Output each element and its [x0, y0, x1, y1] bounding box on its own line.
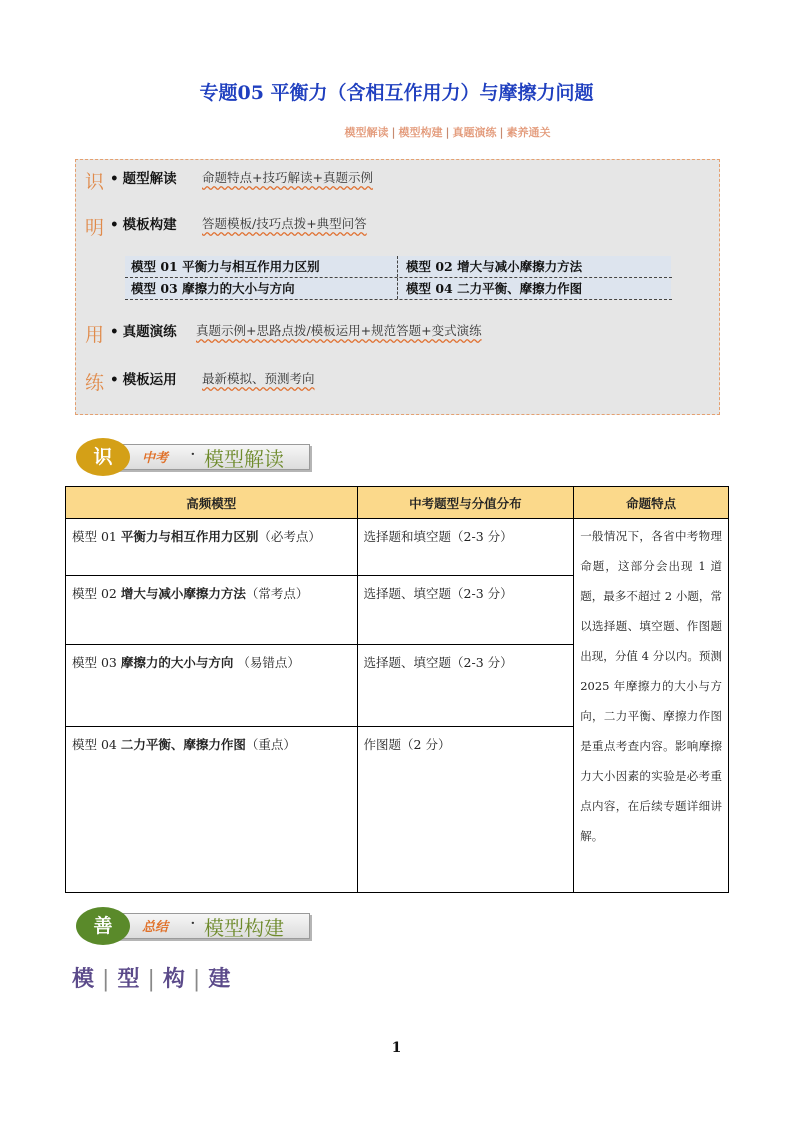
side-char-yong: 用 [85, 324, 105, 346]
heading-char: 建 [208, 966, 232, 992]
banner-tag: 中考 [142, 451, 169, 466]
model-grid-row [125, 278, 672, 300]
section-heading [72, 962, 231, 993]
model-note: （易错点） [233, 655, 300, 670]
banner-title: 模型解读 [204, 447, 284, 471]
model-note: （重点） [245, 737, 296, 752]
table-header: 中考题型与分值分布 [357, 487, 574, 519]
model-frequency-table [65, 486, 729, 893]
heading-separator: | [192, 967, 202, 992]
table-cell-feature: 一般情况下，各省中考物理命题，这部分会出现 1 道题，最多不超过 2 小题，常以选择题、填空题、作图题出现，分值 4 分以内。预测2025 年摩擦力的大小与方向，二力平衡、摩擦力作图是重点考查内容。影响摩擦力大小因素的实验是必考重点内容，在后续专题详细讲解。 [574, 519, 729, 893]
table-header-row [66, 487, 729, 519]
heading-char: 型 [117, 966, 141, 992]
banner-circle-icon: 善 [76, 907, 130, 945]
side-char-shi: 识 [85, 171, 105, 193]
model-cell: 模型 03 摩擦力的大小与方向 [125, 278, 398, 299]
model-name: 平衡力与相互作用力区别 [120, 529, 259, 544]
model-prefix: 模型 01 [72, 529, 121, 544]
table-header: 命题特点 [574, 487, 729, 519]
table-row [66, 519, 729, 576]
model-note: （必考点） [258, 529, 321, 544]
side-char-lian: 练 [85, 372, 105, 394]
nav-item-literacy[interactable]: 素养通关 [506, 126, 551, 139]
summary-item-2 [110, 213, 177, 233]
table-cell-model [66, 519, 358, 576]
table-cell-type: 选择题和填空题（2-3 分） [357, 519, 574, 576]
model-name: 二力平衡、摩擦力作图 [120, 737, 246, 752]
table-cell-type: 作图题（2 分） [357, 727, 574, 893]
side-char-ming: 明 [85, 217, 105, 239]
summary-item-desc: 最新模拟、预测考向 [202, 371, 315, 386]
summary-item-1 [110, 167, 177, 187]
section-banner-model-reading [76, 438, 312, 476]
banner-title: 模型构建 [204, 916, 284, 940]
model-prefix: 模型 03 [72, 655, 121, 670]
section-banner-model-building [76, 907, 312, 945]
bullet-icon: • [110, 372, 119, 388]
model-grid-row [125, 256, 672, 278]
bullet-icon: • [110, 171, 119, 187]
heading-separator: | [147, 967, 156, 992]
banner-dot: · [190, 444, 196, 465]
table-cell-type: 选择题、填空题（2-3 分） [357, 576, 574, 645]
model-note: （常考点） [245, 586, 309, 601]
nav-separator: | [391, 126, 396, 139]
model-name: 增大与减小摩擦力方法 [120, 586, 246, 601]
model-prefix: 模型 04 [72, 737, 121, 752]
summary-item-desc: 命题特点+技巧解读+真题示例 [202, 170, 373, 185]
model-name: 摩擦力的大小与方向 [120, 655, 234, 670]
banner-dot: · [190, 913, 196, 934]
heading-separator: | [102, 967, 111, 992]
summary-item-label: 模板运用 [122, 372, 177, 388]
bullet-icon: • [110, 217, 119, 233]
summary-item-label: 模板构建 [122, 217, 177, 233]
section-nav [0, 124, 793, 140]
model-grid [125, 256, 672, 300]
summary-item-desc: 答题模板/技巧点拨+典型问答 [202, 216, 367, 231]
heading-char: 构 [162, 966, 186, 992]
summary-item-label: 真题演练 [122, 324, 177, 340]
table-header: 高频模型 [66, 487, 358, 519]
model-prefix: 模型 02 [72, 586, 121, 601]
table-cell-type: 选择题、填空题（2-3 分） [357, 645, 574, 727]
nav-item-model-reading[interactable]: 模型解读 [344, 126, 389, 139]
nav-item-model-building[interactable]: 模型构建 [398, 126, 443, 139]
summary-item-3 [110, 320, 177, 340]
summary-item-4 [110, 368, 177, 388]
page-title: 专题05 平衡力（含相互作用力）与摩擦力问题 [199, 82, 594, 104]
model-cell: 模型 02 增大与减小摩擦力方法 [398, 256, 671, 277]
summary-item-label: 题型解读 [122, 171, 177, 187]
banner-circle-icon: 识 [76, 438, 130, 476]
table-cell-model [66, 576, 358, 645]
nav-separator: | [445, 126, 450, 139]
table-cell-model [66, 645, 358, 727]
nav-separator: | [499, 126, 504, 139]
bullet-icon: • [110, 324, 119, 340]
heading-char: 模 [72, 966, 96, 992]
banner-tag: 总结 [142, 920, 169, 935]
page-number: 1 [391, 1040, 402, 1056]
nav-item-exam-practice[interactable]: 真题演练 [452, 126, 497, 139]
model-cell: 模型 04 二力平衡、摩擦力作图 [398, 278, 671, 299]
table-cell-model [66, 727, 358, 893]
model-cell: 模型 01 平衡力与相互作用力区别 [125, 256, 398, 277]
summary-item-desc: 真题示例+思路点拨/模板运用+规范答题+变式演练 [196, 323, 482, 338]
